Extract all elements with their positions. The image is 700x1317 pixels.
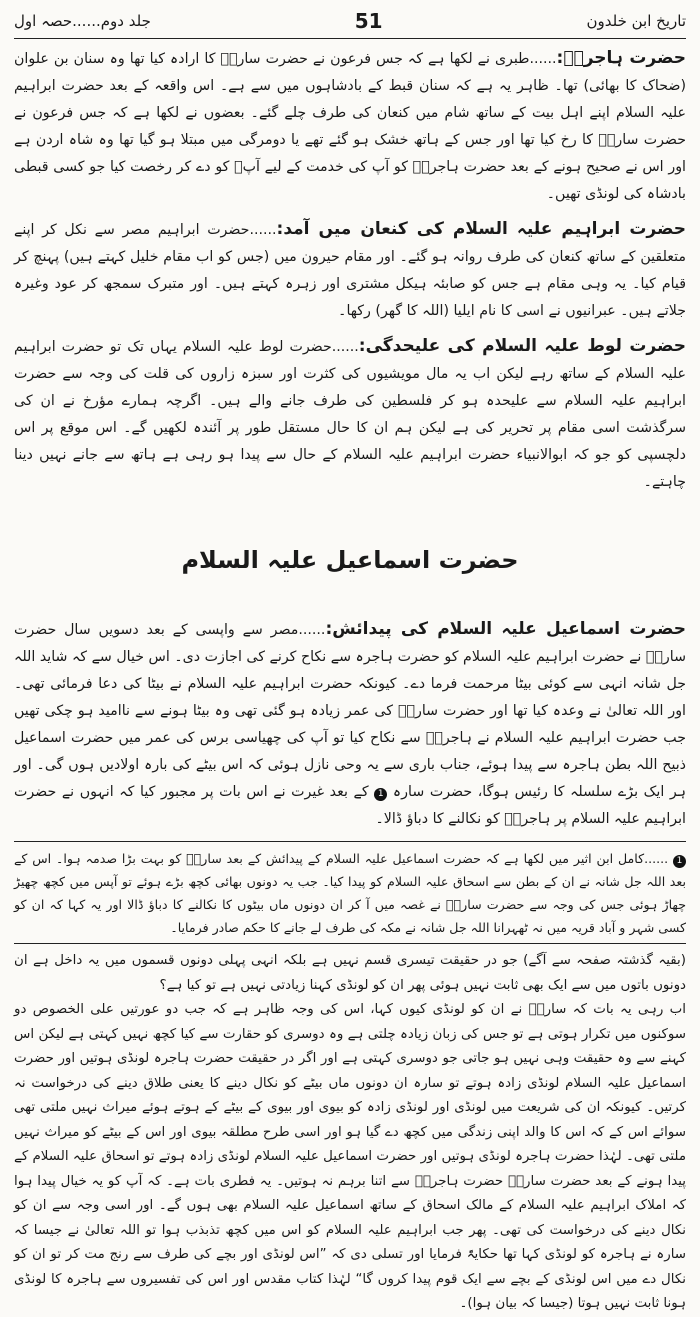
continued-note [14, 949, 686, 1317]
footnote-number: 1 [673, 855, 686, 868]
section-body: ......حضرت ابراہیم مصر سے نکل کر اپنے متعلقین کے ساتھ کنعان کی طرف روانہ ہو گئے۔ اور مقام حیرون میں (جس کو اب مقام خلیل کہتے ہیں) پہنچ کر قیام کیا۔ یہ وہی مقام ہے جس کو صابئہ ہیکل مشتری اور زہرہ کہتے ہیں۔ اور متبرک سمجھ کر عود وغیرہ جلاتے ہیں۔ عبرانیوں نے اسی کا نام ایلیا (اللہ کا گھر) رکھا۔ [14, 222, 686, 319]
continued-paragraph: اب رہی یہ بات کہ سارہؓ نے ان کو لونڈی کیوں کہا، اس کی وجہ ظاہر ہے کہ جب دو عورتیں علی الخصوص دو سوکنوں میں تکرار ہوتی ہے تو جس کی زبان زیادہ چلتی ہے وہ دوسری کو حقارت سے کیا کچھ نہیں کہتی ہے لیکن اس کہنے سے وہ حقیقت وہی نہیں ہو جاتی جو دوسری کہتی ہے اور اگر در حقیقت حضرت ہاجرہ لونڈی ہوتیں اور حضرت اسماعیل علیہ السلام لونڈی زادہ ہوتے تو سارہ ان دونوں ماں بیٹے کو نکال دینے کا یعنی طلاق دینے کی درخواست نہ کرتیں۔ کیونکہ ان کی شریعت میں لونڈی اور لونڈی زادہ کو بیوی اور بیوی کے بیٹے کے ہوتے ہوئے میراث نہیں ملتی تھی سوائے اس کے کہ اس کا والد اپنی زندگی میں کچھ دے گیا ہو اور اسی طرح مطلقہ بیوی اور اس کے بیٹے کو میراث نہیں ملتی تھی۔ لہٰذا حضرت ہاجرہ لونڈی ہوتیں اور حضرت اسماعیل علیہ السلام لونڈی زادہ ہوتے تو اسحاق علیہ السلام کے پیدا ہونے کے بعد حضرت سارہؓ حضرت ہاجرہؓ سے اتنا برہم نہ ہوتیں۔ یہ فطری بات ہے۔ کہ آپ کو یہ خیال پیدا ہوا کہ املاک ابراہیم علیہ السلام کے مالک اسحاق کے ساتھ اسماعیل علیہ السلام بھی ہوں گے۔ اور اسی وجہ سے ان کو نکال دینے کی درخواست کی تھی۔ پھر جب ابراہیم علیہ السلام کو اس میں کچھ تذبذب ہوا تو اللہ تعالیٰ نے جیسا کہ سارہ نے ہاجرہ کو لونڈی کہا تھا حکایۃً فرمایا اور تسلی دی کہ ”اس لونڈی اور بچے کی طرف سے رنج مت کر تو ان کو نکال دے میں اس لونڈی کے بچے سے ایک قوم پیدا کروں گا“ لہٰذا کتاب مقدس اور اس کی تفسیروں سے ہاجرہ کا لونڈی ہونا ثابت نہیں ہوتا (جیسا کہ بیان ہوا)۔ [14, 1002, 686, 1311]
section-body: ......مصر سے واپسی کے بعد دسویں سال حضرت سارہؓ نے حضرت ابراہیم علیہ السلام کو حضرت ہاجرہ سے نکاح کرنے کی اجازت دی۔ اس خیال سے کہ شاید اللہ جل شانہ انہی سے کوئی بیٹا مرحمت فرما دے۔ کیونکہ حضرت ابراہیم علیہ السلام نے بیٹا کی دعا فرمائی تھی۔ اور اللہ تعالیٰ نے وعدہ کیا تھا اور حضرت سارہؓ کی عمر زیادہ ہو گئی تھی وہ بیٹا ہونے سے ناامید ہو چکی تھیں جب حضرت ابراہیم علیہ السلام نے ہاجرہؓ سے نکاح کیا تو آپ کی چھیاسی برس کی عمر میں حضرت اسماعیل ذبیح اللہ بطن ہاجرہ سے پیدا ہوئے، جناب باری سے یہ وحی نازل ہوئی کہ اس بیٹے کی بارہ اولادیں ہوں گی۔ اور ہر ایک بڑے سلسلہ کا رئیس ہوگا، حضرت سارہ [14, 622, 687, 800]
section-heading: حضرت ہاجرہؓ: [556, 48, 686, 68]
section-body: ......حضرت لوط علیہ السلام یہاں تک تو حضرت ابراہیم علیہ السلام کے ساتھ رہے لیکن اب یہ مال مویشیوں کی کثرت اور سبزہ زاروں کی قلت کی وجہ سے حضرت ابراہیم علیہ السلام سے علیحدہ ہو کر فلسطین کی طرف جانے والے ہیں۔ اگرچہ ہمارے مؤرخ نے ان کی سرگذشت اسی مقام پر تحریر کی ہے لیکن ہم ان کا حال مستقل طور پر آئندہ لکھیں گے۔ اس موقع پر اس دلچسپی کو جو کہ ابوالانبیاء حضرت ابراہیم علیہ السلام کے حال سے پیدا ہو رہی ہے ہاتھ سے جانے نہیں دینا چاہتے۔ [14, 339, 686, 490]
footnote-text: ......کامل ابن اثیر میں لکھا ہے کہ حضرت اسماعیل علیہ السلام کے پیدائش کے بعد سارہؓ کو بہت بڑا صدمہ ہوا۔ اس کے بعد اللہ جل شانہ نے ان کے بطن سے اسحاق علیہ السلام کو پیدا کیا۔ جب یہ دونوں بھائی کچھ بڑے ہوئے تو آپس میں کچھ چھیڑ چھاڑ ہوئی جس کی وجہ سے حضرت سارہؓ نے غصہ میں آ کر ان دونوں ماں بیٹوں کا نکالنے کا دباؤ ڈالا اور یہ کہا کہ ان کو کسی شہر و آباد قریہ میں نہ ٹھہرانا اللہ جل شانہ نے مکہ کی طرف لے جانے کا حکم صادر فرمایا۔ [14, 851, 686, 935]
section-heading: حضرت اسماعیل علیہ السلام کی پیدائش: [325, 619, 686, 639]
volume-label: جلد دوم......حصہ اول [14, 12, 151, 30]
section-body-cont: کے بعد غیرت نے اس بات پر مجبور کیا کہ انہوں نے حضرت ابراہیم علیہ السلام پر ہاجرہؓ کو نکالنے کا دباؤ ڈالا۔ [14, 784, 686, 827]
section-body: ......طبری نے لکھا ہے کہ جس فرعون نے حضرت سارہؓ کا ارادہ کیا تھا وہ سنان بن علوان (ضحاک کا بھائی) تھا۔ ظاہر یہ ہے کہ سنان قبط کے بادشاہوں میں سے ہے۔ اس واقعہ کے بعد حضرت ابراہیم علیہ السلام اپنے اہل بیت کے ساتھ شام میں کنعان کی طرف چلے گئے۔ بعضوں نے لکھا ہے کہ جس فرعون نے حضرت سارہؓ کا رخ کیا تھا اور جس کے ہاتھ خشک ہو گئے تھے یا دومرگی میں مبتلا ہو گیا تھا وہ شاہ اردن ہے اور اس نے صحیح ہونے کے بعد حضرت ہاجرہؓ کو آپ کی خدمت کے لیے آپؑ کو دے کر رخصت کیا جو کسی قبطی بادشاہ کی لونڈی تھیں۔ [14, 51, 686, 202]
page-header [14, 0, 686, 38]
footnote-divider [14, 841, 686, 842]
section-ibrahim-canaan [14, 216, 686, 325]
footnote-marker[interactable]: 1 [374, 788, 387, 801]
section-ismail-birth [14, 616, 686, 833]
section-heading: حضرت ابراہیم علیہ السلام کی کنعان میں آمد: [276, 219, 686, 239]
section-lut [14, 333, 686, 496]
section-hajra [14, 45, 686, 208]
chapter-title: حضرت اسماعیل علیہ السلام [181, 546, 519, 574]
book-page [14, 0, 686, 1317]
continued-paragraph: (بقیہ گذشتہ صفحہ سے آگے) جو در حقیقت تیسری قسم نہیں ہے بلکہ انہی پہلی دونوں قسموں میں یہ داخل ہے ان دونوں باتوں میں سے ایک بھی ثابت نہیں ہوئی پھر ان کو لونڈی کہنا زیادتی نہیں ہے تو کیا ہے؟ [14, 953, 686, 993]
section-heading: حضرت لوط علیہ السلام کی علیحدگی: [358, 336, 686, 356]
book-title: تاریخ ابن خلدون [586, 12, 686, 30]
header-divider [14, 38, 686, 39]
footnote [14, 847, 686, 939]
footnote-end-divider [14, 943, 686, 944]
page-number: 51 [354, 9, 383, 33]
